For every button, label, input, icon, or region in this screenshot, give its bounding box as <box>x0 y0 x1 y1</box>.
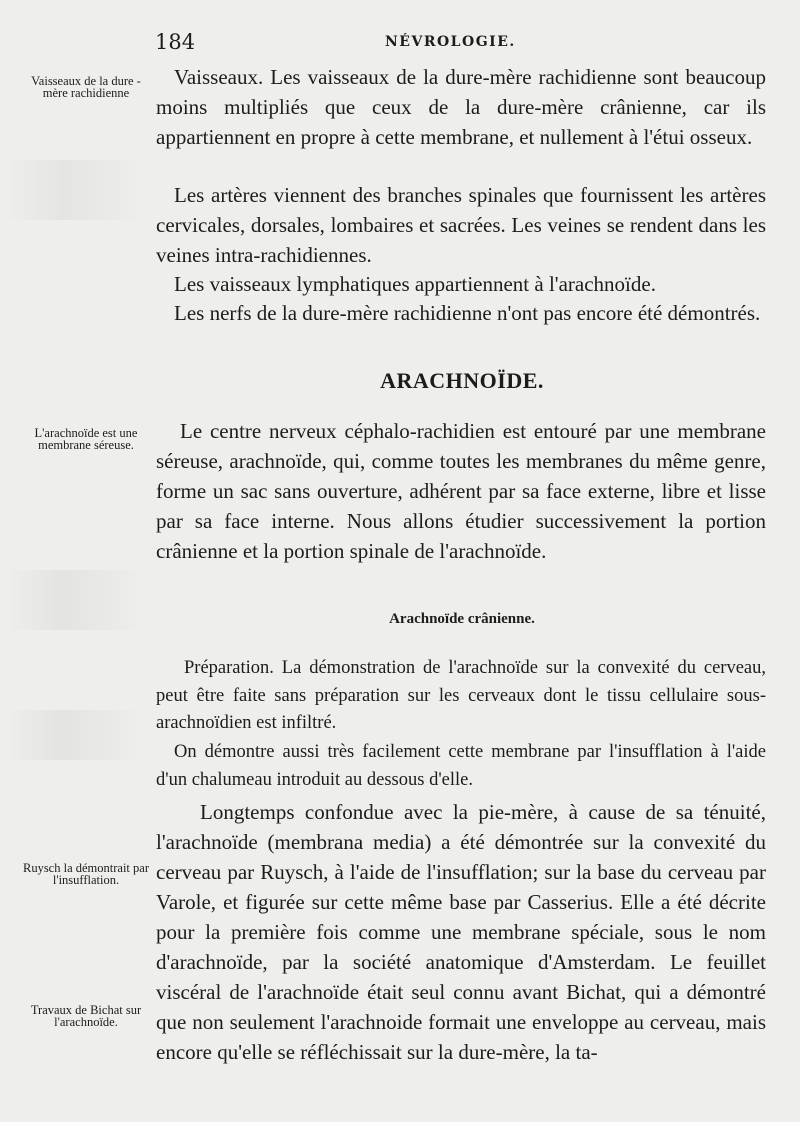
paragraph-lymphatiques: Les vaisseaux lymphatiques appartiennent à l'arachnoïde. <box>174 272 656 296</box>
margin-note-vaisseaux: Vaisseaux de la dure - mère rachidienne <box>31 74 141 100</box>
subsection-title: Arachnoïde crânienne. <box>389 611 535 627</box>
running-title: NÉVROLOGIE. <box>385 34 516 50</box>
paragraph-insufflation: On démontre aussi très facilement cette membrane par l'insufflation à l'aide d'un chalumeau introduit au dessous d'elle. <box>156 742 766 790</box>
paragraph-vaisseaux: Vaisseaux. Les vaisseaux de la dure-mère rachidienne sont beaucoup moins multipliés que ceux de la dure-mère crânienne, car ils appartiennent en propre à cette membrane, et nullement à l'étui osseux. <box>156 65 766 149</box>
section-title: ARACHNOÏDE. <box>380 368 544 393</box>
paragraph-arteres: Les artères viennent des branches spinales que fournissent les artères cervicales, dorsales, lombaires et sacrées. Les veines se rendent dans les veines intra-rachidiennes. <box>156 183 766 267</box>
bleed-through-shadow <box>6 710 146 760</box>
paragraph-intro: Le centre nerveux céphalo-rachidien est entouré par une membrane séreuse, arachnoïde, qui, comme toutes les membranes du même genre, forme un sac sans ouverture, adhérent par sa face externe, libre et lisse par sa face interne. Nous allons étudier successivement la portion crânienne et la portion spinale de l'arachnoïde. <box>156 419 766 563</box>
margin-note-arachnoide-sereuse: L'arachnoïde est une membrane séreuse. <box>34 426 138 452</box>
paragraph-history: Longtemps confondue avec la pie-mère, à cause de sa ténuité, l'arachnoïde (membrana media) a été démontrée sur la convexité du cerveau par Ruysch, à l'aide de l'insufflation; sur la base du cerveau par Varole, et figurée sur cette même base par Casserius. Elle a été décrite pour la première fois comme une membrane spéciale, sous le nom d'arachnoïde, par la société anatomique d'Amsterdam. Le feuillet viscéral de l'arachnoïde était seul connu avant Bichat, qui a démontré que non seulement l'arachnoide formait une enveloppe au cerveau, mais encore qu'elle se réfléchissait sur la dure-mère, la ta- <box>156 800 766 1064</box>
margin-note-ruysch: Ruysch la démontrait par l'insufflation. <box>22 861 149 887</box>
page-header <box>0 26 800 56</box>
margin-note-bichat: Travaux de Bichat sur l'arachnoïde. <box>30 1003 142 1029</box>
paragraph-nerfs: Les nerfs de la dure-mère rachidienne n'ont pas encore été démontrés. <box>174 301 761 325</box>
paragraph-preparation: Préparation. La démonstration de l'arachnoïde sur la convexité du cerveau, peut être faite sans préparation sur les cerveaux dont le tissu cellulaire sous-arachnoïdien est infiltré. <box>156 658 766 733</box>
bleed-through-shadow <box>6 160 146 220</box>
bleed-through-shadow <box>6 570 146 630</box>
page-number: 184 <box>155 30 196 54</box>
